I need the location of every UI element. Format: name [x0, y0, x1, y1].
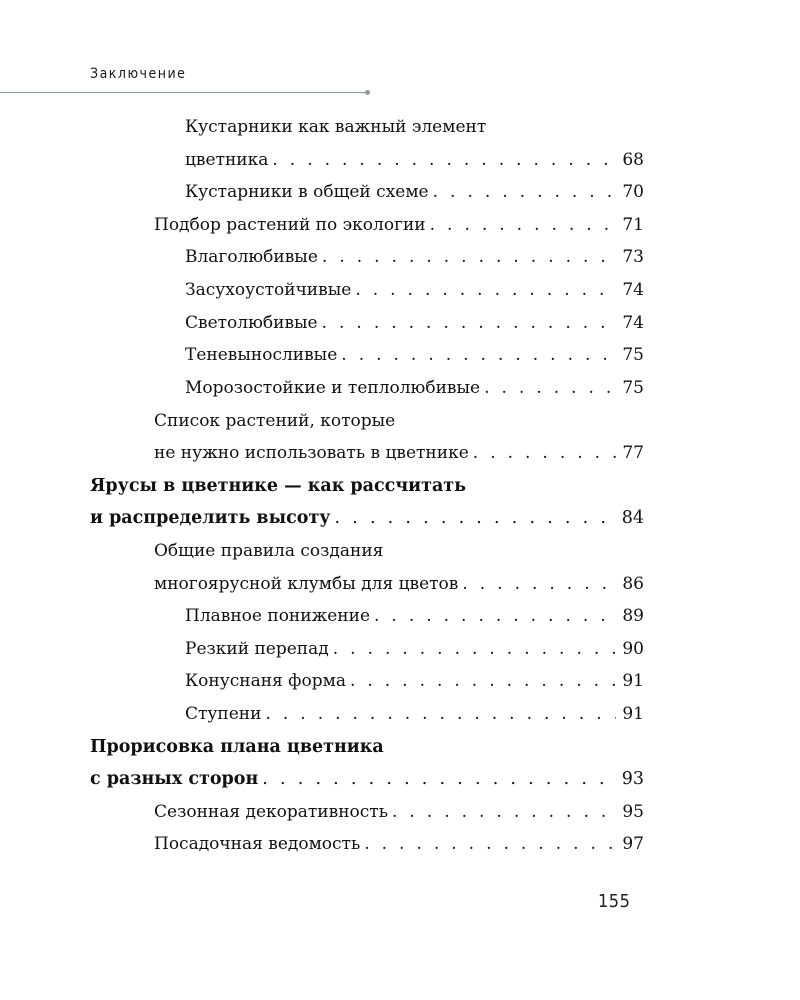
toc-entry — [154, 828, 644, 861]
toc-entry — [154, 437, 644, 470]
toc-entry — [185, 633, 644, 666]
toc-leader-dots — [262, 763, 615, 796]
toc-page-number: 77 — [622, 443, 644, 463]
toc-entry — [185, 307, 644, 340]
toc-entry-title: Ярусы в цветнике — как рассчитать — [90, 476, 467, 496]
toc-entry-title: с разных сторон — [90, 769, 259, 789]
toc-entry-title: Ступени — [185, 704, 262, 724]
toc-entry-title: Подбор растений по экологии — [154, 215, 426, 235]
toc-entry — [185, 339, 644, 372]
toc-page-number: 75 — [622, 378, 644, 398]
toc-entry — [185, 274, 644, 307]
toc-entry-title: многоярусной клумбы для цветов — [154, 574, 459, 594]
toc-page-number: 86 — [622, 574, 644, 594]
toc-entry — [154, 405, 395, 438]
toc-leader-dots — [484, 372, 616, 405]
toc-entry — [185, 144, 644, 177]
toc-entry — [154, 535, 383, 568]
toc-leader-dots — [350, 665, 616, 698]
toc-section-heading — [90, 763, 644, 796]
page-number: 155 — [598, 891, 631, 912]
toc-leader-dots — [374, 600, 616, 633]
toc-page-number: 74 — [622, 313, 644, 333]
toc-page-number: 71 — [622, 215, 644, 235]
toc-entry-title: Теневыносливые — [185, 345, 338, 365]
toc-entry-title: Посадочная ведомость — [154, 834, 361, 854]
toc-leader-dots — [430, 209, 617, 242]
toc-leader-dots — [341, 339, 616, 372]
toc-page-number: 70 — [622, 182, 644, 202]
toc-entry-title: Сезонная декоративность — [154, 802, 388, 822]
toc-entry — [185, 111, 486, 144]
toc-entry — [185, 665, 644, 698]
toc-leader-dots — [462, 568, 616, 601]
toc-page-number: 84 — [621, 508, 644, 528]
toc-entry — [185, 372, 644, 405]
toc-entry-title: Конуснаня форма — [185, 671, 346, 691]
toc-page-number: 95 — [622, 802, 644, 822]
header-rule-dot — [365, 90, 370, 95]
toc-leader-dots — [355, 274, 616, 307]
toc-leader-dots — [265, 698, 616, 731]
toc-entry-title: Общие правила создания — [154, 541, 384, 561]
toc-entry-title: Резкий перепад — [185, 639, 329, 659]
toc-page-number: 91 — [622, 671, 644, 691]
toc-entry-title: Влаголюбивые — [185, 247, 318, 267]
toc-page-number: 73 — [622, 247, 644, 267]
toc-entry-title: не нужно использовать в цветнике — [154, 443, 469, 463]
toc-leader-dots — [322, 241, 616, 274]
toc-entry — [185, 176, 644, 209]
toc-section-heading — [90, 731, 384, 764]
toc-entry-title: Плавное понижение — [185, 606, 371, 626]
toc-leader-dots — [473, 437, 617, 470]
toc-entry-title: Кустарники в общей схеме — [185, 182, 429, 202]
toc-section-heading — [90, 470, 466, 503]
toc-entry-title: Светолюбивые — [185, 313, 318, 333]
toc-entry-title: Кустарники как важный элемент — [185, 117, 487, 137]
toc-entry-title: Засухоустойчивые — [185, 280, 352, 300]
toc-leader-dots — [364, 828, 616, 861]
toc-entry — [185, 241, 644, 274]
toc-page-number: 68 — [622, 150, 644, 170]
toc-entry-title: Морозостойкие и теплолюбивые — [185, 378, 481, 398]
toc-page-number: 90 — [622, 639, 644, 659]
toc-leader-dots — [392, 796, 616, 829]
toc-page-number: 89 — [622, 606, 644, 626]
toc-section-heading — [90, 502, 644, 535]
toc-leader-dots — [335, 502, 616, 535]
toc-page-number: 91 — [622, 704, 644, 724]
toc-page-number: 97 — [622, 834, 644, 854]
toc-entry-title: и распределить высоту — [90, 508, 331, 528]
toc-entry-title: цветника — [185, 150, 269, 170]
toc-leader-dots — [433, 176, 617, 209]
toc-entry — [154, 796, 644, 829]
toc-page-number: 74 — [622, 280, 644, 300]
toc-entry — [154, 568, 644, 601]
toc-entry — [185, 698, 644, 731]
toc-leader-dots — [333, 633, 617, 666]
toc-leader-dots — [272, 144, 616, 177]
running-header: Заключение — [90, 66, 187, 82]
header-rule — [0, 92, 368, 93]
toc-page-number: 93 — [621, 769, 644, 789]
toc-entry-title: Прорисовка плана цветника — [90, 737, 384, 757]
toc-leader-dots — [322, 307, 617, 340]
toc-page-number: 75 — [622, 345, 644, 365]
toc-entry — [185, 600, 644, 633]
toc-entry-title: Список растений, которые — [154, 411, 396, 431]
toc-entry — [154, 209, 644, 242]
